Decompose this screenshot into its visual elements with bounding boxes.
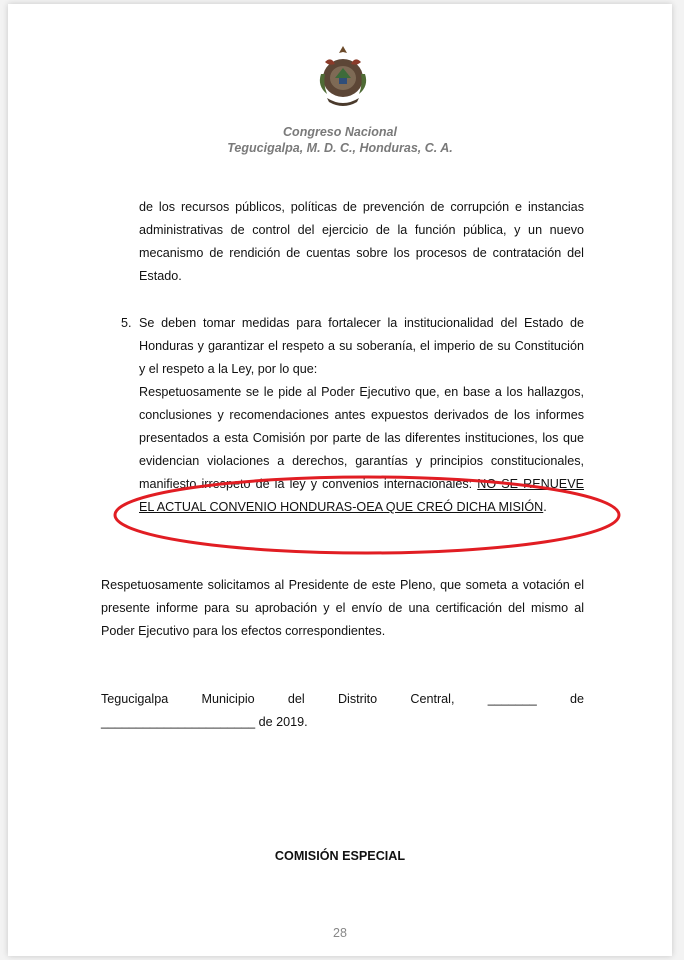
item-5-request <box>139 381 584 519</box>
page-number: 28 <box>333 926 347 940</box>
date-line-second: ______________________ de 2019. <box>101 715 308 729</box>
date-line <box>101 688 584 734</box>
date-word: Central, <box>410 692 455 706</box>
item-5-request-text: Respetuosamente se le pide al Poder Ejecutivo que, en base a los hallazgos, conclusiones y recomendaciones antes expuestos derivados de los informes presentados a esta Comisión por parte de las diferentes instituciones, los que evidencian violaciones a derechos, garantías y principios constitucionales, manifiesto irrespeto de la ley y convenios internacionales: <box>139 385 584 491</box>
signature-block: COMISIÓN ESPECIAL <box>274 849 406 863</box>
item-5-intro: Se deben tomar medidas para fortalecer la institucionalidad del Estado de Honduras y garantizar el respeto a su soberanía, el imperio de su Constitución y el respeto a la Ley, por lo que: <box>139 316 584 376</box>
letterhead <box>8 124 672 156</box>
date-word: de <box>569 692 584 706</box>
date-line-first <box>101 688 584 711</box>
item-number: 5. <box>121 316 132 330</box>
closing-request-paragraph: Respetuosamente solicitamos al Presidente de este Pleno, que someta a votación el presente informe para su aprobación y el envío de una certificación del mismo al Poder Ejecutivo para los efectos correspondientes. <box>101 578 584 638</box>
date-word: Tegucigalpa <box>101 692 169 706</box>
institution-name: Congreso Nacional <box>283 125 397 139</box>
paragraph-continuation: de los recursos públicos, políticas de prevención de corrupción e instancias administrativas de control del ejercicio de la función pública, y un nuevo mecanismo de rendición de cuentas sobre los procesos de contratación del Estado. <box>139 200 584 283</box>
date-word: Distrito <box>337 692 378 706</box>
date-word: Municipio <box>201 692 255 706</box>
date-word: del <box>287 692 305 706</box>
date-blank-day: _______ <box>487 692 537 706</box>
item-5-underlined-request: NO SE RENUEVE EL ACTUAL CONVENIO HONDURAS-OEA QUE CREÓ DICHA MISIÓN <box>139 477 585 514</box>
institution-location: Tegucigalpa, M. D. C., Honduras, C. A. <box>227 141 453 155</box>
item-5-paragraph <box>139 312 584 519</box>
document-page <box>8 4 672 956</box>
national-seal-icon <box>313 44 373 110</box>
item-5-period: . <box>543 500 547 514</box>
